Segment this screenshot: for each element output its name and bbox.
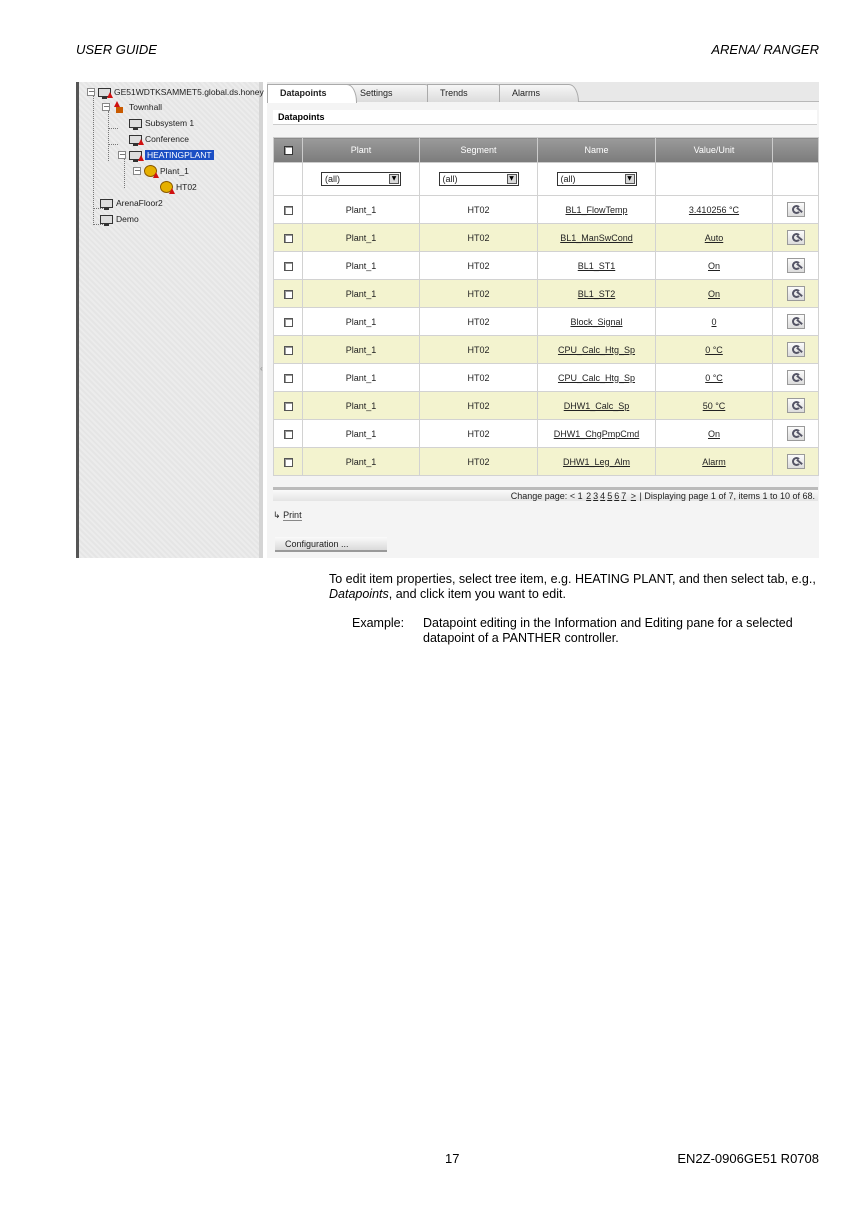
tree-item-label: Demo xyxy=(116,214,139,224)
cell-segment: HT02 xyxy=(420,280,538,308)
cell-segment: HT02 xyxy=(420,196,538,224)
collapse-icon[interactable]: − xyxy=(134,166,141,175)
table-header-row xyxy=(274,138,819,163)
tab-trends[interactable]: Trends xyxy=(427,84,507,102)
pager-next[interactable]: > xyxy=(630,491,637,501)
datapoint-value-link[interactable]: On xyxy=(707,260,720,271)
cell-plant: Plant_1 xyxy=(303,392,420,420)
document-id: EN2Z-0906GE51 R0708 xyxy=(677,1151,819,1166)
cell-plant: Plant_1 xyxy=(303,196,420,224)
controller-alarm-icon xyxy=(129,135,142,144)
pager-label: Change page: xyxy=(510,491,568,501)
table-row[interactable] xyxy=(274,252,819,280)
table-row[interactable] xyxy=(274,196,819,224)
tree-item-conference[interactable] xyxy=(129,132,189,146)
building-alarm-icon xyxy=(113,101,126,113)
pager-current: 1 xyxy=(577,491,583,501)
table-row[interactable] xyxy=(274,280,819,308)
collapse-icon[interactable]: − xyxy=(103,102,110,111)
column-header-name[interactable]: Name xyxy=(538,138,656,163)
row-checkbox[interactable] xyxy=(284,402,293,411)
cell-plant: Plant_1 xyxy=(303,280,420,308)
cell-segment: HT02 xyxy=(420,420,538,448)
row-checkbox[interactable] xyxy=(284,458,293,467)
table-row[interactable] xyxy=(274,224,819,252)
datapoint-name-link[interactable]: BL1_ManSwCond xyxy=(560,232,633,243)
datapoint-name-link[interactable]: BL1_FlowTemp xyxy=(565,204,628,215)
tab-bar xyxy=(267,82,819,102)
datapoint-name-link[interactable]: BL1_ST1 xyxy=(577,260,616,271)
datapoint-name-link[interactable]: BL1_ST2 xyxy=(577,288,616,299)
table-row[interactable] xyxy=(274,364,819,392)
cell-plant: Plant_1 xyxy=(303,420,420,448)
segment-alarm-icon xyxy=(160,181,173,193)
tree-pane xyxy=(79,82,263,558)
tree-item-label: HT02 xyxy=(176,182,197,192)
datapoints-table xyxy=(273,137,819,476)
row-checkbox[interactable] xyxy=(284,290,293,299)
row-checkbox[interactable] xyxy=(284,262,293,271)
row-checkbox[interactable] xyxy=(284,318,293,327)
cell-segment: HT02 xyxy=(420,224,538,252)
tree-connector xyxy=(108,111,109,161)
application-screenshot xyxy=(76,82,819,558)
print-label: Print xyxy=(283,510,302,520)
pager xyxy=(273,487,818,501)
tree-item-demo[interactable] xyxy=(100,212,139,226)
datapoint-value-link[interactable]: Alarm xyxy=(702,456,726,467)
datapoint-name-link[interactable]: CPU_Calc_Htg_Sp xyxy=(557,344,636,355)
edit-wrench-icon[interactable] xyxy=(787,398,805,413)
tree-item-plant[interactable] xyxy=(133,164,189,178)
edit-wrench-icon[interactable] xyxy=(787,370,805,385)
name-filter-select[interactable]: (all) ▼ xyxy=(557,172,637,186)
information-editing-pane xyxy=(267,82,819,558)
dropdown-arrow-icon: ▼ xyxy=(625,174,635,184)
edit-wrench-icon[interactable] xyxy=(787,314,805,329)
datapoints-table-wrapper xyxy=(273,137,818,476)
tree-connector xyxy=(108,144,118,145)
edit-wrench-icon[interactable] xyxy=(787,258,805,273)
select-all-cell xyxy=(274,138,303,163)
edit-wrench-icon[interactable] xyxy=(787,342,805,357)
cell-plant: Plant_1 xyxy=(303,308,420,336)
column-header-actions xyxy=(773,138,819,163)
datapoint-name-link[interactable]: DHW1_Calc_Sp xyxy=(563,400,630,411)
pager-separator: | xyxy=(639,491,642,501)
pager-page-link[interactable]: 3 xyxy=(593,491,599,501)
edit-wrench-icon[interactable] xyxy=(787,454,805,469)
tree-item-label: Subsystem 1 xyxy=(145,118,195,128)
tree-item-label: Townhall xyxy=(129,102,163,112)
cell-segment: HT02 xyxy=(420,336,538,364)
edit-wrench-icon[interactable] xyxy=(787,202,805,217)
pager-page-link[interactable]: 2 xyxy=(586,491,592,501)
datapoint-value-link[interactable]: On xyxy=(707,428,720,439)
plant-filter-select[interactable]: (all) ▼ xyxy=(321,172,401,186)
datapoint-value-link[interactable]: 50 °C xyxy=(702,400,726,411)
datapoint-value-link[interactable]: 0 °C xyxy=(705,372,723,383)
table-row[interactable] xyxy=(274,448,819,476)
select-all-checkbox[interactable] xyxy=(284,146,293,155)
datapoint-value-link[interactable]: 0 °C xyxy=(705,344,723,355)
table-row[interactable] xyxy=(274,308,819,336)
datapoint-value-link[interactable]: 0 xyxy=(711,316,717,327)
edit-wrench-icon[interactable] xyxy=(787,286,805,301)
tree-item-label: Plant_1 xyxy=(160,166,189,176)
figure-caption: To edit item properties, select tree item, e.g. HEATING PLANT, and then select tab, e.g., Datapoints, and click item you want to edit. xyxy=(329,572,816,601)
configuration-button[interactable]: Configuration ... xyxy=(275,537,387,552)
example-text: Datapoint editing in the Information and Editing pane for a selected datapoint of a PANTHER controller. xyxy=(423,616,793,645)
row-checkbox[interactable] xyxy=(284,206,293,215)
header-left: USER GUIDE xyxy=(76,42,157,57)
pager-prev[interactable]: < xyxy=(569,491,576,501)
tree-item-label: ArenaFloor2 xyxy=(116,198,163,208)
datapoint-name-link[interactable]: DHW1_ChgPmpCmd xyxy=(553,428,640,439)
cell-segment: HT02 xyxy=(420,448,538,476)
tree-connector xyxy=(108,128,118,129)
cell-plant: Plant_1 xyxy=(303,336,420,364)
row-checkbox[interactable] xyxy=(284,234,293,243)
tree-item-arenafloor[interactable] xyxy=(100,196,163,210)
cell-segment: HT02 xyxy=(420,364,538,392)
edit-wrench-icon[interactable] xyxy=(787,230,805,245)
segment-filter-select[interactable]: (all) ▼ xyxy=(439,172,519,186)
datapoint-value-link[interactable]: 3.410256 °C xyxy=(688,204,740,215)
row-checkbox[interactable] xyxy=(284,346,293,355)
plant-alarm-icon xyxy=(144,165,157,177)
edit-wrench-icon[interactable] xyxy=(787,426,805,441)
controller-alarm-icon xyxy=(129,151,142,160)
column-header-plant[interactable]: Plant xyxy=(303,138,420,163)
datapoint-name-link[interactable]: Block_Signal xyxy=(570,316,623,327)
pager-status: Displaying page 1 of 7, items 1 to 10 of 68. xyxy=(644,491,815,501)
pager-page-link[interactable]: 7 xyxy=(621,491,627,501)
example-label: Example: xyxy=(352,616,405,630)
column-header-segment[interactable]: Segment xyxy=(420,138,538,163)
datapoint-value-link[interactable]: Auto xyxy=(704,232,724,243)
computer-icon xyxy=(100,199,113,208)
header-right: ARENA/ RANGER xyxy=(711,42,819,57)
column-header-value[interactable]: Value/Unit xyxy=(656,138,773,163)
tree-item-label: Conference xyxy=(145,134,189,144)
cell-plant: Plant_1 xyxy=(303,448,420,476)
pager-page-link[interactable]: 5 xyxy=(607,491,613,501)
row-checkbox[interactable] xyxy=(284,430,293,439)
tree-item-label: GE51WDTKSAMMET5.global.ds.honey xyxy=(114,87,264,97)
cell-segment: HT02 xyxy=(420,308,538,336)
print-arrow-icon: ↳ xyxy=(273,510,281,520)
caption-emphasis: Datapoints xyxy=(329,587,389,601)
dropdown-arrow-icon: ▼ xyxy=(389,174,399,184)
pager-page-link[interactable]: 6 xyxy=(614,491,620,501)
datapoint-value-link[interactable]: On xyxy=(707,288,720,299)
tab-alarms[interactable]: Alarms xyxy=(499,84,579,102)
cell-plant: Plant_1 xyxy=(303,252,420,280)
tree-item-townhall[interactable] xyxy=(102,100,162,114)
pane-splitter[interactable]: ‹ xyxy=(260,364,263,373)
tree-connector xyxy=(124,158,125,188)
tree-item-heatingplant[interactable] xyxy=(118,148,214,162)
datapoint-name-link[interactable]: DHW1_Leg_Alm xyxy=(562,456,631,467)
table-row[interactable] xyxy=(274,392,819,420)
page-number: 17 xyxy=(445,1151,460,1166)
collapse-icon[interactable]: − xyxy=(119,150,126,159)
filter-row xyxy=(274,163,819,196)
datapoint-name-link[interactable]: CPU_Calc_Htg_Sp xyxy=(557,372,636,383)
pager-page-link[interactable]: 4 xyxy=(600,491,606,501)
cell-plant: Plant_1 xyxy=(303,224,420,252)
table-row[interactable] xyxy=(274,420,819,448)
tree-item-ht[interactable] xyxy=(160,180,197,194)
cell-plant: Plant_1 xyxy=(303,364,420,392)
tree-connector xyxy=(93,96,94,223)
subsystem-icon xyxy=(129,119,142,128)
collapse-icon[interactable]: − xyxy=(88,87,95,96)
print-button[interactable] xyxy=(273,510,302,521)
row-checkbox[interactable] xyxy=(284,374,293,383)
table-row[interactable] xyxy=(274,336,819,364)
cell-segment: HT02 xyxy=(420,392,538,420)
controller-alarm-icon xyxy=(98,88,111,97)
section-title: Datapoints xyxy=(273,110,817,125)
tree-item-subsystem[interactable] xyxy=(129,116,194,130)
cell-segment: HT02 xyxy=(420,252,538,280)
dropdown-arrow-icon: ▼ xyxy=(507,174,517,184)
tab-settings[interactable]: Settings xyxy=(347,84,435,102)
tab-datapoints[interactable]: Datapoints xyxy=(267,84,357,103)
computer-icon xyxy=(100,215,113,224)
tree-item-label: HEATINGPLANT xyxy=(147,150,212,160)
tree-item-root[interactable] xyxy=(87,85,264,99)
